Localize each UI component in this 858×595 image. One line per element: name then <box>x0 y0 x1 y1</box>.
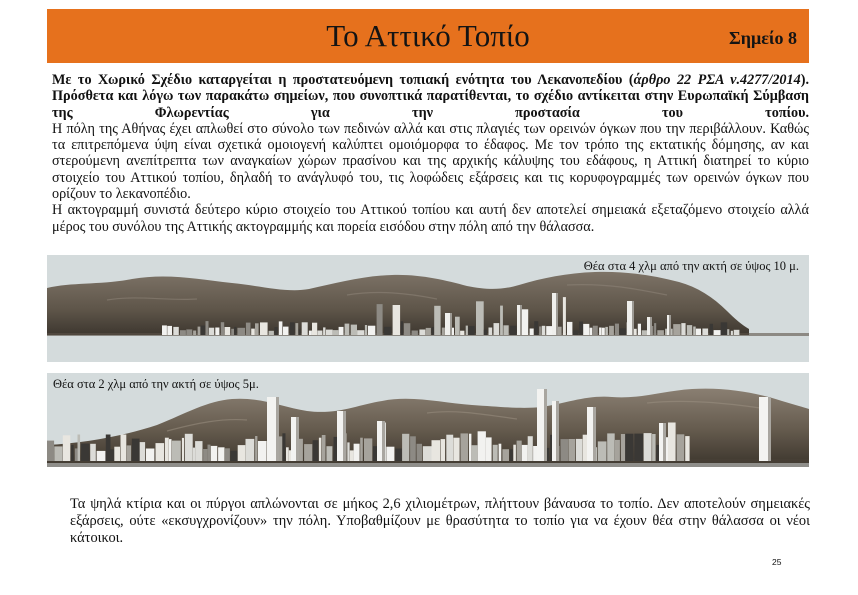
building <box>638 324 641 335</box>
building <box>544 389 547 461</box>
building <box>528 436 533 461</box>
building <box>673 324 680 335</box>
building <box>198 327 201 335</box>
building <box>615 324 619 335</box>
building <box>201 326 206 336</box>
building <box>258 441 267 461</box>
building <box>75 448 78 461</box>
building <box>237 328 245 335</box>
building <box>360 438 363 461</box>
building <box>234 327 236 335</box>
building <box>687 325 692 335</box>
building <box>513 445 516 461</box>
building <box>238 445 246 461</box>
building <box>426 328 431 335</box>
building <box>441 439 446 461</box>
building <box>502 449 509 461</box>
building <box>522 445 528 461</box>
building <box>317 331 322 336</box>
building <box>434 306 440 335</box>
building <box>295 323 298 335</box>
building <box>231 329 234 335</box>
building <box>193 331 196 336</box>
building <box>218 447 224 461</box>
building <box>127 445 131 461</box>
building <box>255 436 257 461</box>
page-title: Το Αττικό Τοπίο <box>326 18 530 53</box>
paragraph-city-spread: Η πόλη της Αθήνας έχει απλωθεί στο σύνολο των πεδινών αλλά και στις πλαγιές των ορεινών όγκων που την περιβάλλουν. Καθώς τα επιτρεπόμενα ύψη είναι σχετικά ομοιογενή καλύπτει ομοιόμορφα το έδαφος. Με τον τρόπο της εκτατικής δόμησης, αν και στερούμενη ανεπίτρεπτα των αναγκαίων χώρων πρασίνου και της αρχικής κάλυψης του εδάφους, η Αττική διατηρεί το κύριο στοιχείο του Αττικού τοπίου, δηλαδή το ανάγλυφό του, τις λοφώδεις εξάρσεις και τις κορυφογραμμές των ορεινών όγκων που ορίζουν το λεκανοπέδιο. <box>52 120 809 203</box>
building <box>576 439 583 461</box>
building <box>450 313 452 335</box>
building <box>290 322 295 335</box>
building <box>696 329 701 335</box>
building <box>401 321 404 335</box>
building <box>593 407 596 461</box>
building <box>351 325 357 335</box>
building <box>173 327 179 335</box>
law-reference: άρθρο 22 ΡΣΑ ν.4277/2014 <box>633 72 801 88</box>
building <box>615 440 620 461</box>
building <box>333 330 339 335</box>
building <box>246 439 255 461</box>
building <box>246 323 251 335</box>
building <box>132 439 140 461</box>
building <box>339 327 344 335</box>
building <box>590 328 593 335</box>
building <box>583 324 589 335</box>
building <box>404 323 411 335</box>
building <box>484 330 487 335</box>
building <box>47 441 54 461</box>
building <box>503 325 508 335</box>
view-2km-caption: Θέα στα 2 χλμ από την ακτή σε ύψος 5μ. <box>53 377 259 391</box>
building <box>90 444 96 461</box>
building <box>251 329 255 335</box>
building <box>304 444 312 461</box>
building <box>573 330 579 335</box>
building <box>54 446 62 461</box>
building <box>602 328 605 335</box>
building <box>520 305 522 335</box>
building <box>299 330 301 336</box>
building <box>63 435 71 461</box>
building <box>517 441 522 461</box>
building <box>274 327 277 335</box>
building <box>146 449 155 462</box>
building <box>345 324 350 335</box>
building <box>734 330 740 335</box>
building <box>493 445 498 461</box>
building <box>478 431 486 461</box>
building <box>677 434 685 461</box>
building <box>368 326 375 335</box>
building <box>499 444 502 461</box>
building <box>384 327 391 335</box>
building <box>343 411 346 461</box>
building <box>685 436 689 461</box>
building <box>432 327 434 335</box>
building <box>460 331 464 335</box>
building <box>510 449 513 461</box>
building <box>186 329 192 335</box>
building <box>319 438 321 461</box>
building <box>111 449 115 461</box>
building <box>619 328 626 335</box>
building <box>663 423 666 461</box>
building <box>721 322 728 335</box>
building <box>106 435 111 462</box>
building <box>468 326 474 335</box>
building <box>446 435 453 461</box>
building <box>402 434 409 461</box>
building <box>567 322 572 335</box>
building <box>534 321 538 335</box>
building <box>211 446 218 461</box>
building <box>546 326 552 335</box>
building <box>209 328 214 335</box>
building <box>225 327 231 335</box>
building <box>510 326 517 335</box>
building <box>486 437 492 461</box>
building <box>208 445 211 461</box>
building <box>165 438 169 461</box>
building <box>302 322 308 335</box>
building <box>410 436 416 461</box>
view-4km-caption: Θέα στα 4 χλμ από την ακτή σε ύψος 10 μ. <box>583 259 799 273</box>
building <box>632 301 634 335</box>
building <box>494 323 500 335</box>
building <box>282 433 285 461</box>
lead-paragraph <box>52 72 809 121</box>
building <box>169 439 172 461</box>
building <box>395 449 402 462</box>
building <box>364 438 372 461</box>
view-2km-image <box>47 373 809 467</box>
building <box>323 327 325 335</box>
building <box>650 317 652 335</box>
closing-paragraph: Τα ψηλά κτίρια και οι πύργοι απλώνονται σε μήκος 2,6 χιλιομέτρων, πλήττουν βάναυσα το τοπίο. Δεν αποτελούν σημειακές εξάρσεις, ούτε «εκσυγχρονίζουν» την πόλη. Υποβαθμίζουν με θρασύτητα το τοπίο για να έχουν θέα στην θάλασσα οι νέοι κάτοικοι. <box>70 496 810 547</box>
building <box>455 317 460 335</box>
building <box>269 331 274 335</box>
building <box>702 329 708 336</box>
building <box>81 444 89 462</box>
building <box>193 448 195 461</box>
building <box>354 444 360 461</box>
building <box>334 437 338 461</box>
building <box>140 442 145 461</box>
building <box>393 305 401 335</box>
header-bar <box>47 9 809 63</box>
building <box>489 328 493 336</box>
building <box>215 328 219 336</box>
building <box>283 327 289 335</box>
building <box>556 293 558 335</box>
building <box>472 445 478 461</box>
building <box>357 330 364 335</box>
building <box>221 322 224 335</box>
building <box>652 434 656 461</box>
lead-text-start: Με το Χωρικό Σχέδιο καταργείται η προστατευόμενη τοπιακή ενότητα του Λεκανοπεδίου ( <box>52 72 634 88</box>
building <box>731 331 733 335</box>
building <box>621 434 625 461</box>
building <box>634 434 643 461</box>
paragraph-coastline: Η ακτογραμμή συνιστά δεύτερο κύριο στοιχείο του Αττικού τοπίου και αυτή δεν αποτελεί σημειακά εξεταζόμενο στοιχείο αλλά μέρος του συνόλου της Αττικής ακτογραμμής και πορεία εισόδου στην πόλη από την θάλασσα. <box>52 202 809 235</box>
building <box>182 438 184 461</box>
building <box>172 441 181 461</box>
building <box>644 433 652 461</box>
building <box>727 329 729 335</box>
view-4km-image <box>47 255 809 362</box>
building <box>476 301 484 335</box>
building <box>255 323 259 335</box>
building <box>432 440 441 461</box>
building <box>309 331 312 335</box>
building <box>442 328 445 335</box>
building <box>156 443 165 461</box>
building <box>312 323 317 335</box>
building <box>530 329 534 336</box>
building <box>230 451 237 461</box>
building <box>561 439 569 461</box>
building <box>714 330 721 335</box>
building <box>625 434 633 461</box>
building <box>78 435 81 462</box>
building <box>693 327 696 336</box>
building <box>185 434 193 461</box>
building <box>556 401 559 461</box>
building <box>568 439 575 461</box>
building <box>195 441 202 461</box>
building <box>167 326 172 335</box>
building <box>469 434 471 461</box>
intro-text <box>52 72 809 235</box>
building <box>417 444 423 461</box>
building <box>313 440 319 461</box>
point-label: Σημείο 8 <box>729 28 797 48</box>
building <box>114 447 120 461</box>
building <box>326 330 333 335</box>
building <box>710 324 713 335</box>
building <box>768 397 771 461</box>
building <box>350 450 354 461</box>
building <box>593 326 598 335</box>
building <box>203 449 207 461</box>
page-number: 25 <box>772 557 782 567</box>
building <box>276 397 279 461</box>
building <box>598 441 607 461</box>
building <box>607 433 615 461</box>
building <box>206 321 209 335</box>
building <box>558 327 562 335</box>
building <box>162 325 167 335</box>
building <box>71 445 73 461</box>
building <box>669 315 671 335</box>
building <box>279 321 283 335</box>
building <box>260 322 268 335</box>
building <box>654 323 656 335</box>
building <box>365 325 367 335</box>
building <box>542 326 546 335</box>
building <box>539 326 541 335</box>
building <box>377 304 383 335</box>
building <box>386 447 394 461</box>
building <box>605 327 608 335</box>
building <box>326 446 332 461</box>
lead-text-end: ). Πρόσθετα και λόγω των παρακάτω σημείων, που συνοπτικά παρατίθενται, το σχέδιο αντίκειται στην Ευρωπαϊκή Σύμβαση της Φλωρεντίας για την προστασία του τοπίου. <box>52 72 809 121</box>
building <box>609 326 614 335</box>
building <box>466 326 468 335</box>
building <box>419 330 425 336</box>
building <box>423 446 432 461</box>
building <box>500 306 503 335</box>
building <box>579 322 583 336</box>
building <box>322 435 326 461</box>
building <box>121 435 127 462</box>
building <box>599 328 602 336</box>
building <box>563 297 566 335</box>
building <box>382 421 385 461</box>
building <box>461 433 469 461</box>
building <box>97 451 106 461</box>
building <box>286 447 289 461</box>
building <box>347 442 349 461</box>
building <box>668 423 676 462</box>
building <box>681 323 685 335</box>
building <box>180 330 186 335</box>
building <box>412 331 418 336</box>
building <box>657 330 664 335</box>
building <box>453 438 459 461</box>
building <box>225 448 230 461</box>
building <box>296 417 299 461</box>
